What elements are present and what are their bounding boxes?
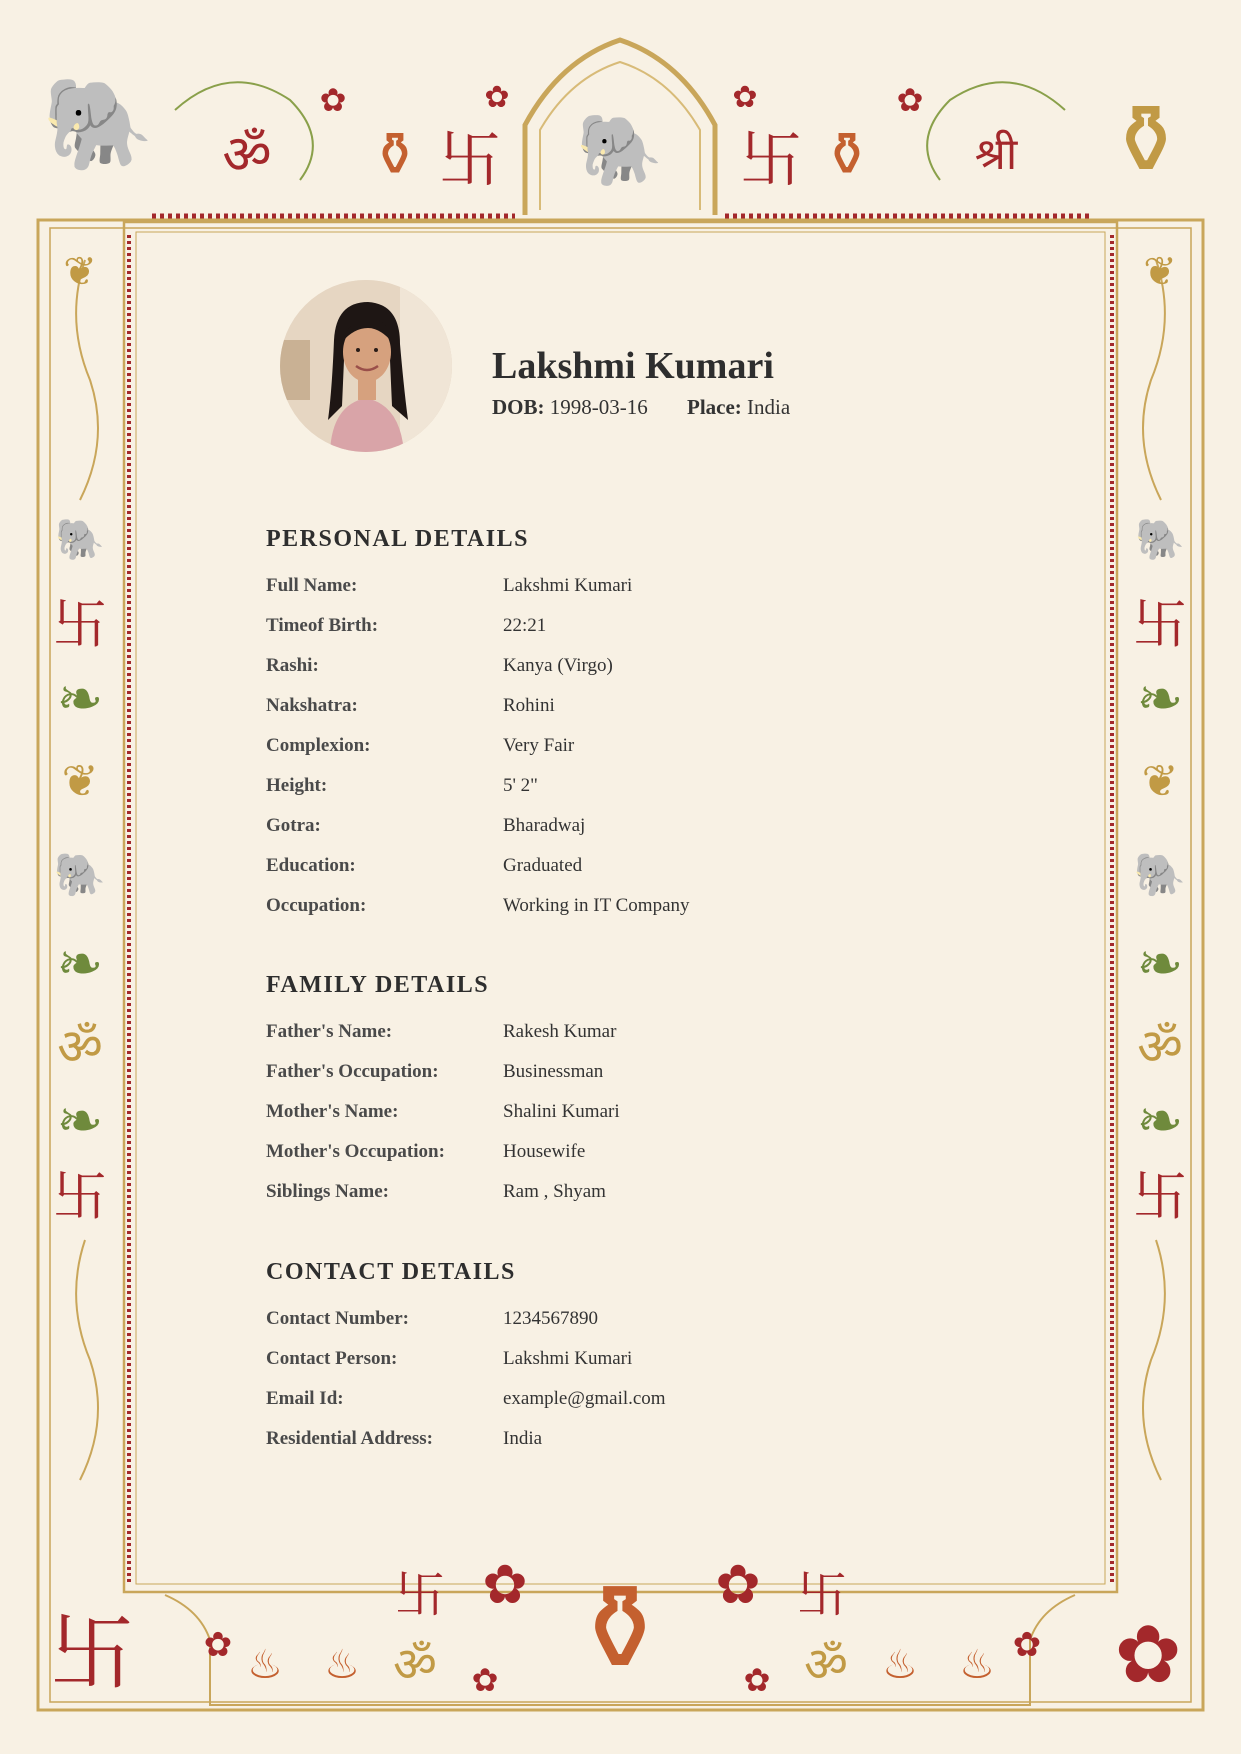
detail-value: 22:21 [503, 615, 547, 636]
contact-details-section [266, 1259, 966, 1468]
diya-icon: ♨ [959, 1642, 995, 1688]
detail-value: India [503, 1428, 543, 1449]
detail-value: Graduated [503, 855, 583, 876]
detail-label: Complexion: [266, 735, 371, 756]
swastika-icon: 卐 [49, 1604, 135, 1702]
detail-label: Contact Number: [266, 1308, 410, 1329]
swastika-icon: 卐 [438, 123, 502, 196]
contact-number-value: 1234567890 [503, 1308, 598, 1329]
detail-row [266, 1428, 966, 1468]
detail-label: Height: [266, 775, 328, 796]
detail-row [266, 735, 966, 775]
person-photo-icon [280, 280, 452, 452]
detail-label: Father's Name: [266, 1021, 393, 1042]
lotus-icon: ✿ [1012, 1625, 1042, 1665]
contact-details-list [266, 1308, 966, 1468]
lotus-icon: ✿ [482, 1553, 528, 1616]
detail-label: Gotra: [266, 815, 321, 836]
detail-label: Timeof Birth: [266, 615, 379, 636]
detail-row [266, 775, 966, 815]
detail-value: 5' 2" [503, 775, 538, 796]
detail-value: Bharadwaj [503, 815, 586, 836]
detail-label: Residential Address: [266, 1428, 433, 1449]
swastika-icon: 卐 [53, 593, 107, 656]
dob-value: 1998-03-16 [549, 395, 648, 419]
family-details-list [266, 1021, 966, 1221]
profile-photo [280, 280, 452, 452]
ganesha-icon: 🐘 [53, 850, 107, 899]
kalash-icon: ⚱ [569, 1560, 671, 1699]
detail-label: Nakshatra: [266, 695, 358, 716]
om-icon: ॐ [804, 1637, 848, 1693]
place-label: Place: [687, 395, 742, 419]
detail-row [266, 1181, 966, 1221]
leaf-icon: ❧ [1136, 1089, 1184, 1154]
kalash-icon: ⚱ [821, 120, 873, 190]
detail-label: Email Id: [266, 1388, 344, 1409]
email-value: example@gmail.com [503, 1388, 666, 1409]
detail-label: Siblings Name: [266, 1181, 389, 1202]
lotus-icon: ✿ [715, 1553, 761, 1616]
detail-label: Father's Occupation: [266, 1061, 439, 1082]
detail-label: Full Name: [266, 575, 358, 596]
detail-label: Mother's Name: [266, 1101, 399, 1122]
detail-row [266, 895, 966, 935]
detail-row [266, 575, 966, 615]
om-icon: ॐ [393, 1637, 437, 1693]
detail-row [266, 695, 966, 735]
detail-value: Kanya (Virgo) [503, 655, 613, 676]
detail-label: Rashi: [266, 655, 319, 676]
ganesha-icon: 🐘 [1133, 850, 1187, 899]
peacock-icon: ❦ [61, 756, 99, 807]
personal-details-heading: PERSONAL DETAILS [266, 526, 529, 552]
ganesha-icon: 🐘 [41, 72, 155, 177]
detail-value: Shalini Kumari [503, 1101, 620, 1122]
detail-row [266, 615, 966, 655]
diya-icon: ♨ [247, 1642, 283, 1688]
detail-label: Occupation: [266, 895, 367, 916]
detail-value: Businessman [503, 1061, 604, 1082]
lotus-icon: ✿ [319, 81, 347, 119]
shri-glyph: श्री [974, 129, 1018, 180]
swastika-icon: 卐 [739, 123, 803, 196]
leaf-icon: ❧ [56, 667, 104, 732]
ganesha-icon: 🐘 [1135, 517, 1185, 563]
profile-header [280, 280, 980, 452]
family-details-heading: FAMILY DETAILS [266, 972, 490, 998]
profile-name: Lakshmi Kumari [492, 345, 774, 387]
detail-value: Ram , Shyam [503, 1181, 606, 1202]
kalash-icon: ⚱ [369, 120, 421, 190]
personal-details-section [266, 526, 966, 935]
lotus-icon: ✿ [743, 1661, 771, 1699]
swastika-icon: 卐 [797, 1566, 847, 1624]
leaf-icon: ❧ [1136, 932, 1184, 997]
dob-label: DOB: [492, 395, 545, 419]
peacock-icon: ❦ [63, 249, 97, 295]
detail-value: Lakshmi Kumari [503, 575, 633, 596]
contact-details-heading: CONTACT DETAILS [266, 1259, 516, 1285]
detail-row [266, 655, 966, 695]
om-icon: ॐ [57, 1018, 103, 1076]
lotus-icon: ✿ [471, 1661, 499, 1699]
detail-row [266, 815, 966, 855]
family-details-section [266, 972, 966, 1221]
detail-value: Housewife [503, 1141, 586, 1162]
detail-label: Mother's Occupation: [266, 1141, 445, 1162]
kalash-icon: ⚱ [1105, 84, 1187, 196]
detail-row [266, 1061, 966, 1101]
swastika-icon: 卐 [395, 1566, 445, 1624]
profile-meta [492, 395, 790, 420]
detail-label: Education: [266, 855, 356, 876]
detail-row [266, 1308, 966, 1348]
om-icon: ॐ [222, 123, 272, 186]
detail-label: Contact Person: [266, 1348, 398, 1369]
detail-row [266, 1021, 966, 1061]
swastika-icon: 卐 [53, 1165, 107, 1228]
detail-value: Working in IT Company [503, 895, 690, 916]
detail-row [266, 1141, 966, 1181]
detail-value: Rohini [503, 695, 555, 716]
peacock-icon: ❦ [1143, 249, 1177, 295]
detail-row [266, 1388, 966, 1428]
detail-row [266, 1348, 966, 1388]
detail-value: Rakesh Kumar [503, 1021, 617, 1042]
om-icon: ॐ [1137, 1018, 1183, 1076]
lotus-icon: ✿ [203, 1625, 233, 1665]
lotus-icon: ✿ [732, 80, 758, 115]
diya-icon: ♨ [324, 1642, 360, 1688]
detail-value: Lakshmi Kumari [503, 1348, 633, 1369]
lotus-icon: ✿ [896, 81, 924, 119]
leaf-icon: ❧ [56, 932, 104, 997]
swastika-icon: 卐 [1133, 593, 1187, 656]
swastika-icon: 卐 [1133, 1165, 1187, 1228]
ganesha-icon: 🐘 [55, 517, 105, 563]
detail-value: Very Fair [503, 735, 575, 756]
leaf-icon: ❧ [56, 1089, 104, 1154]
lotus-icon: ✿ [1114, 1608, 1182, 1701]
place-value: India [747, 395, 791, 419]
ganesha-icon: 🐘 [576, 109, 664, 191]
lotus-icon: ✿ [484, 80, 510, 115]
detail-row [266, 855, 966, 895]
diya-icon: ♨ [882, 1642, 918, 1688]
personal-details-list [266, 575, 966, 935]
peacock-icon: ❦ [1141, 756, 1179, 807]
leaf-icon: ❧ [1136, 667, 1184, 732]
detail-row [266, 1101, 966, 1141]
